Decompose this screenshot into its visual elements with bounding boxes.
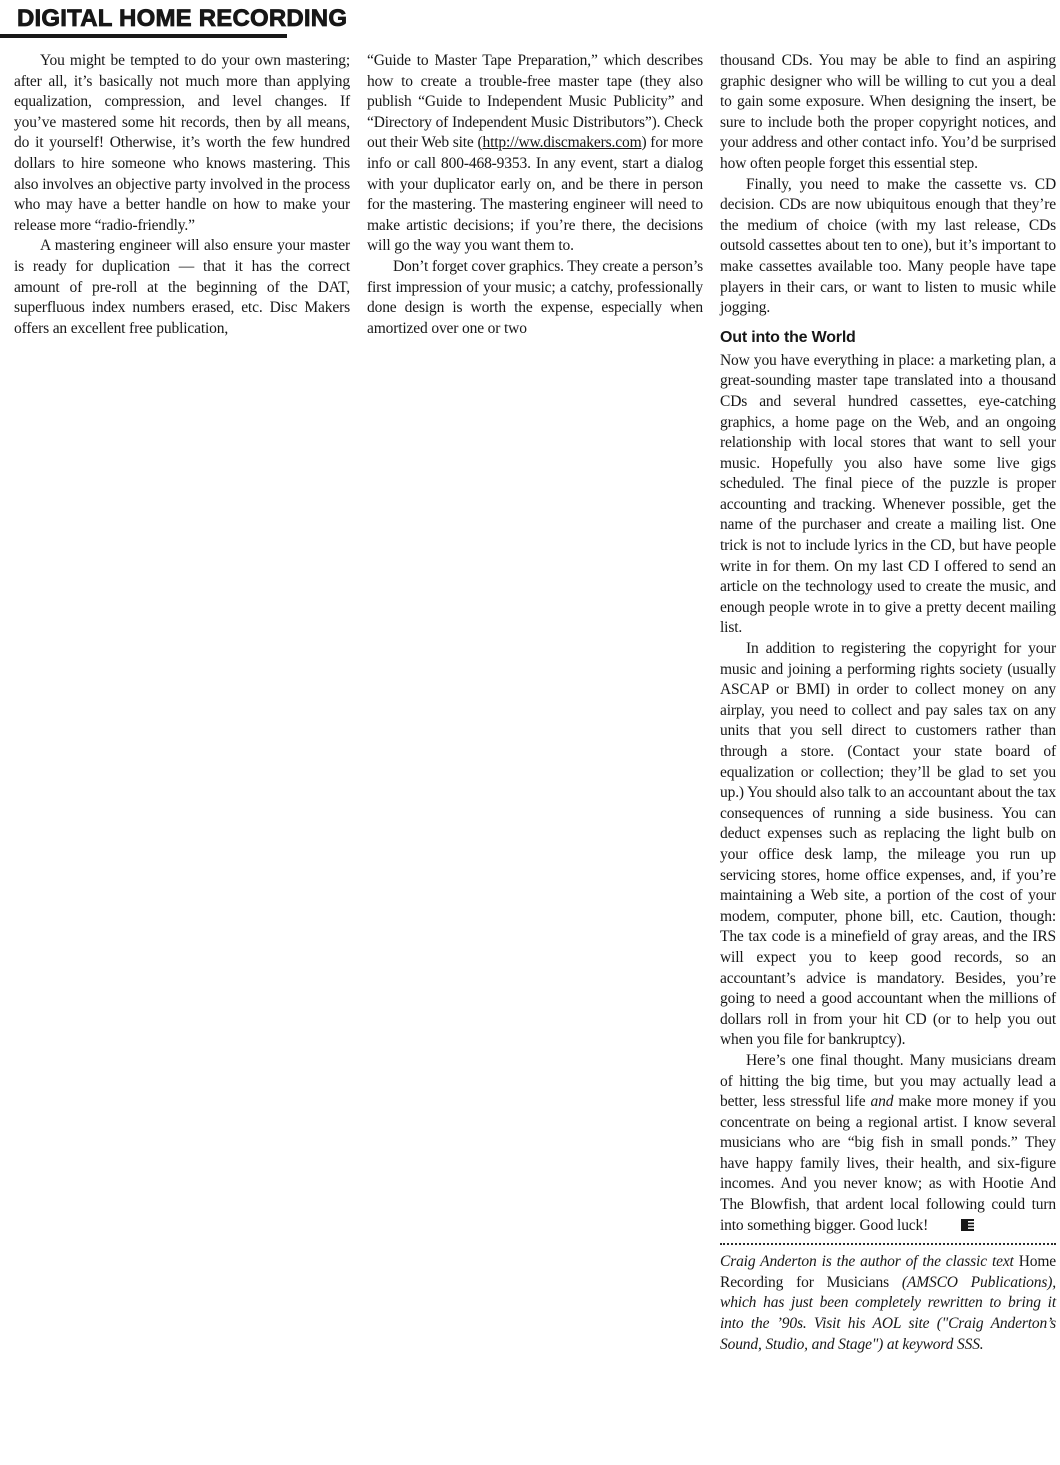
text-segment: Don’t forget cover graphics. They create a person’s first impression of your music; a catchy, professionally done design is worth the expense, especially when amortized over one or two — [367, 257, 703, 337]
closing-paragraph — [720, 1051, 1056, 1237]
text-segment: You might be tempted to do your own mastering; after all, it’s basically not much more than applying equalization, compression, and level changes. If you’ve mastered some hit records, then by all means, do it yourself! Otherwise, it’s worth the few hundred dollars to hire someone who knows mastering. This also involves an objective party involved in the process who may have a better handle on how to make your release more “radio-friendly.” — [14, 52, 350, 234]
paragraph — [720, 175, 1056, 319]
column-2 — [367, 51, 703, 1355]
text-segment: Here’s one final thought. Many musicians dream of hitting the big time, but you may actually lead a better, less stressful life — [720, 1051, 1056, 1111]
dotted-divider — [720, 1243, 1056, 1245]
discmakers-url[interactable]: http://ww.discmakers.com — [482, 134, 642, 152]
text-segment: Now you have everything in place: a marketing plan, a great-sounding master tape translated into a thousand CDs and several hundred cassettes, eye-catching graphics, a home page on the Web, and an ongoing relationship with local stores that want to sell your music. Hopefully you also have some live gigs scheduled. The final piece of the puzzle is proper accounting and tracking. Whenever possible, get the name of the purchaser and create a mailing list. One trick is not to include lyrics in the CD, but have people write in for them. On my last CD I offered to send an article on the technology used to create the music, and enough people wrote in to give a pretty decent mailing list. — [720, 351, 1056, 637]
paragraph — [367, 51, 703, 257]
text-segment: A mastering engineer will also ensure your master is ready for duplication — that it has the correct amount of pre-roll at the beginning of the DAT, superfluous index numbers erased, etc. Disc Makers offers an excellent free publication, — [14, 237, 350, 337]
text-segment: make more money if you concentrate on being a regional artist. I know several musicians who are “big fish in small ponds.” They have happy family lives, their health, and six-figure incomes. And you never know; as with Hootie And The Blowfish, that ardent local following could turn into something bigger. Good luck! — [720, 1093, 1056, 1234]
author-bio — [720, 1252, 1056, 1355]
article-header — [0, 0, 1060, 38]
paragraph — [367, 257, 703, 339]
text-segment: “Guide to Master Tape Preparation,” which describes how to create a trouble-free master tape (they also publish “Guide to Independent Music Publicity” and “Directory of Independent Music Distributors”). Check out their Web site ( — [367, 52, 703, 152]
end-of-article-icon — [935, 1217, 974, 1238]
section-heading: Out into the World — [720, 328, 856, 346]
text-segment: Finally, you need to make the cassette vs. CD decision. CDs are now ubiquitous enough that they’re the medium of choice (with my last release, CDs outsold cassettes about ten to one), but it’s important to make cassettes available too. Many people have tape players in their cars, or want to listen to music while jogging. — [720, 175, 1056, 317]
page-title: DIGITAL HOME RECORDING — [17, 5, 348, 32]
text-segment: Home Recording for Musicians — [720, 1253, 1056, 1291]
paragraph — [14, 51, 350, 236]
column-1 — [14, 51, 350, 1355]
paragraph — [720, 51, 1056, 175]
paragraph — [14, 236, 350, 339]
text-segment: Craig Anderton is the author of the classic text — [720, 1253, 1019, 1271]
article-columns — [0, 38, 1060, 1355]
text-segment: ) for more info or call 800-468-9353. In any event, start a dialog with your duplicator early on, and be there in person for the mastering. The mastering engineer will need to make artistic decisions; if you’re there, the decisions will go the way you want them to. — [367, 134, 703, 255]
text-segment: and — [870, 1093, 894, 1111]
column-3 — [720, 51, 1056, 1355]
text-segment: (AMSCO Publications), which has just been completely rewritten to bring it into the ’90s. Visit his AOL site ("Craig Anderton’s Sound, Studio, and Stage") at keyword SSS. — [720, 1273, 1056, 1353]
text-segment: In addition to registering the copyright for your music and joining a performing rights society (usually ASCAP or BMI) in order to collect money on any airplay, you need to collect and pay sales tax on any units that you sell direct to customers rather than through a store. (Contact your state board of equalization or collection; they’ll be glad to set you up.) You should also talk to an accountant about the tax consequences of running a side business. You can deduct expenses such as replacing the light bulb on your office desk lamp, the mileage you run up servicing stores, home office expenses, and, if you’re maintaining a Web site, a portion of the cost of your modem, computer, phone bill, etc. Caution, though: The tax code is a minefield of gray areas, and the IRS will expect you to keep good records, so an accountant’s advice is mandatory. Besides, you’re going to need a good accountant when the millions of dollars roll in from your hit CD (or to help you out when you file for bankruptcy). — [720, 640, 1056, 1049]
text-segment: thousand CDs. You may be able to find an aspiring graphic designer who will be willing to cut you a deal to gain some exposure. When designing the insert, be sure to include both the proper copyright notices, and your address and other contact info. You’d be surprised how often people forget this essential step. — [720, 52, 1056, 172]
paragraph — [720, 351, 1056, 639]
paragraph — [720, 639, 1056, 1051]
